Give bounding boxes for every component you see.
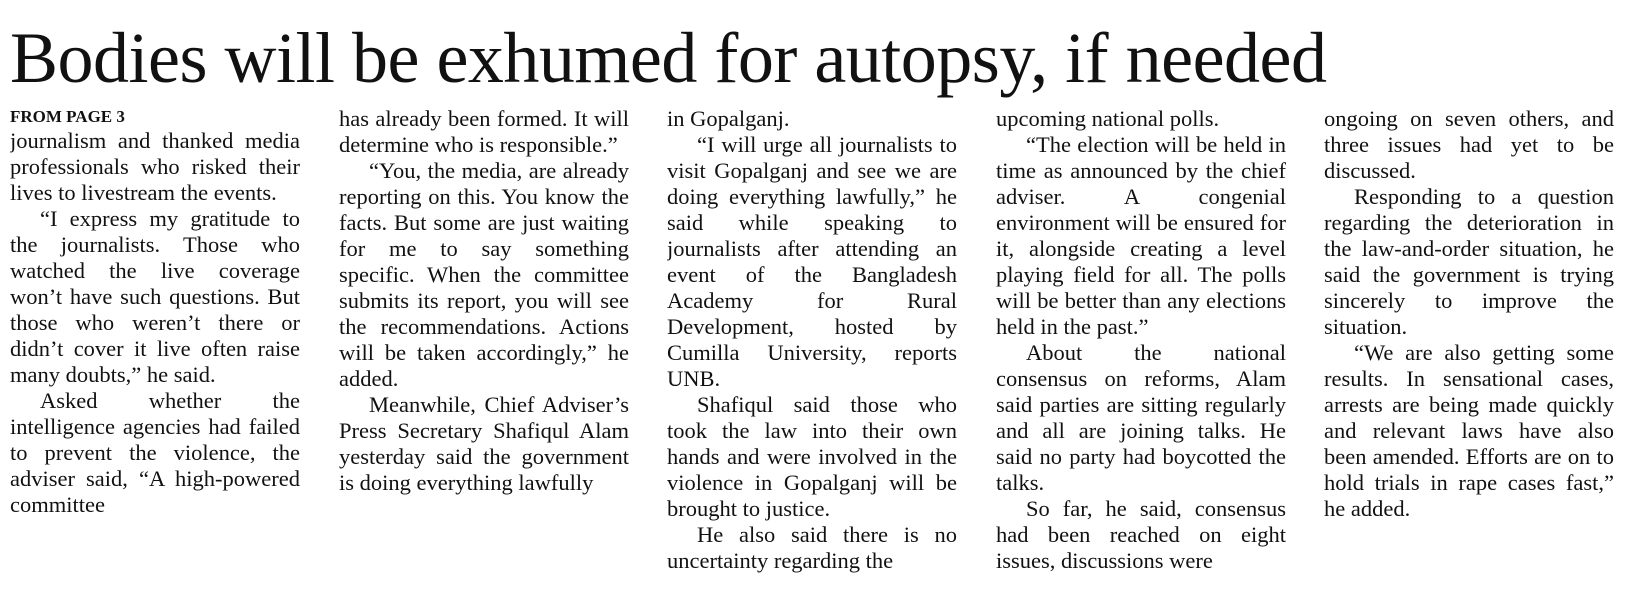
continuation-kicker: FROM PAGE 3 [10, 107, 125, 126]
paragraph: ongoing on seven others, and three issues had yet to be discussed. [1324, 106, 1614, 183]
paragraph: upcoming national polls. [996, 106, 1220, 131]
paragraph: Shafiqul said those who took the law into their own hands and were involved in the violence in Gopalganj will be brought to justice. [667, 392, 957, 521]
headline: Bodies will be exhumed for autopsy, if needed [10, 18, 1327, 98]
paragraph: About the national consensus on reforms, Alam said parties are sitting regularly and all are joining talks. He said no party had boycotted the talks. [996, 340, 1286, 495]
paragraph: Responding to a question regarding the deterioration in the law-and-order situation, he said the government is trying sincerely to improve the situation. [1324, 184, 1614, 339]
article-column-5 [1324, 106, 1614, 606]
paragraph: So far, he said, consensus had been reached on eight issues, discussions were [996, 496, 1286, 573]
article-column-1 [10, 106, 300, 606]
article-column-4 [996, 106, 1286, 606]
paragraph: “The election will be held in time as announced by the chief adviser. A congenial environment will be ensured for it, alongside creating a level playing field for all. The polls will be better than any elections held in the past.” [996, 132, 1286, 339]
paragraph: “We are also getting some results. In sensational cases, arrests are being made quickly and relevant laws have also been amended. Efforts are on to hold trials in rape cases fast,” he added. [1324, 340, 1614, 521]
paragraph: Asked whether the intelligence agencies had failed to prevent the violence, the adviser said, “A high-powered committee [10, 388, 300, 517]
paragraph: “I express my gratitude to the journalists. Those who watched the live coverage won’t have such questions. But those who weren’t there or didn’t cover it live often raise many doubts,” he said. [10, 206, 300, 387]
paragraph: “I will urge all journalists to visit Gopalganj and see we are doing everything lawfully,” he said while speaking to journalists after attending an event of the Bangladesh Academy for Rural Development, hosted by Cumilla University, reports UNB. [667, 132, 957, 391]
paragraph: Meanwhile, Chief Adviser’s Press Secretary Shafiqul Alam yesterday said the government is doing everything lawfully [339, 392, 629, 495]
article-column-2 [339, 106, 629, 606]
paragraph: “You, the media, are already reporting on this. You know the facts. But some are just waiting for me to say something specific. When the committee submits its report, you will see the recommendations. Actions will be taken accordingly,” he added. [339, 158, 629, 391]
paragraph: He also said there is no uncertainty regarding the [667, 522, 957, 573]
paragraph: journalism and thanked media professionals who risked their lives to livestream the events. [10, 128, 300, 205]
paragraph: has already been formed. It will determine who is responsible.” [339, 106, 629, 157]
paragraph: in Gopalganj. [667, 106, 790, 131]
article-column-3 [667, 106, 957, 606]
